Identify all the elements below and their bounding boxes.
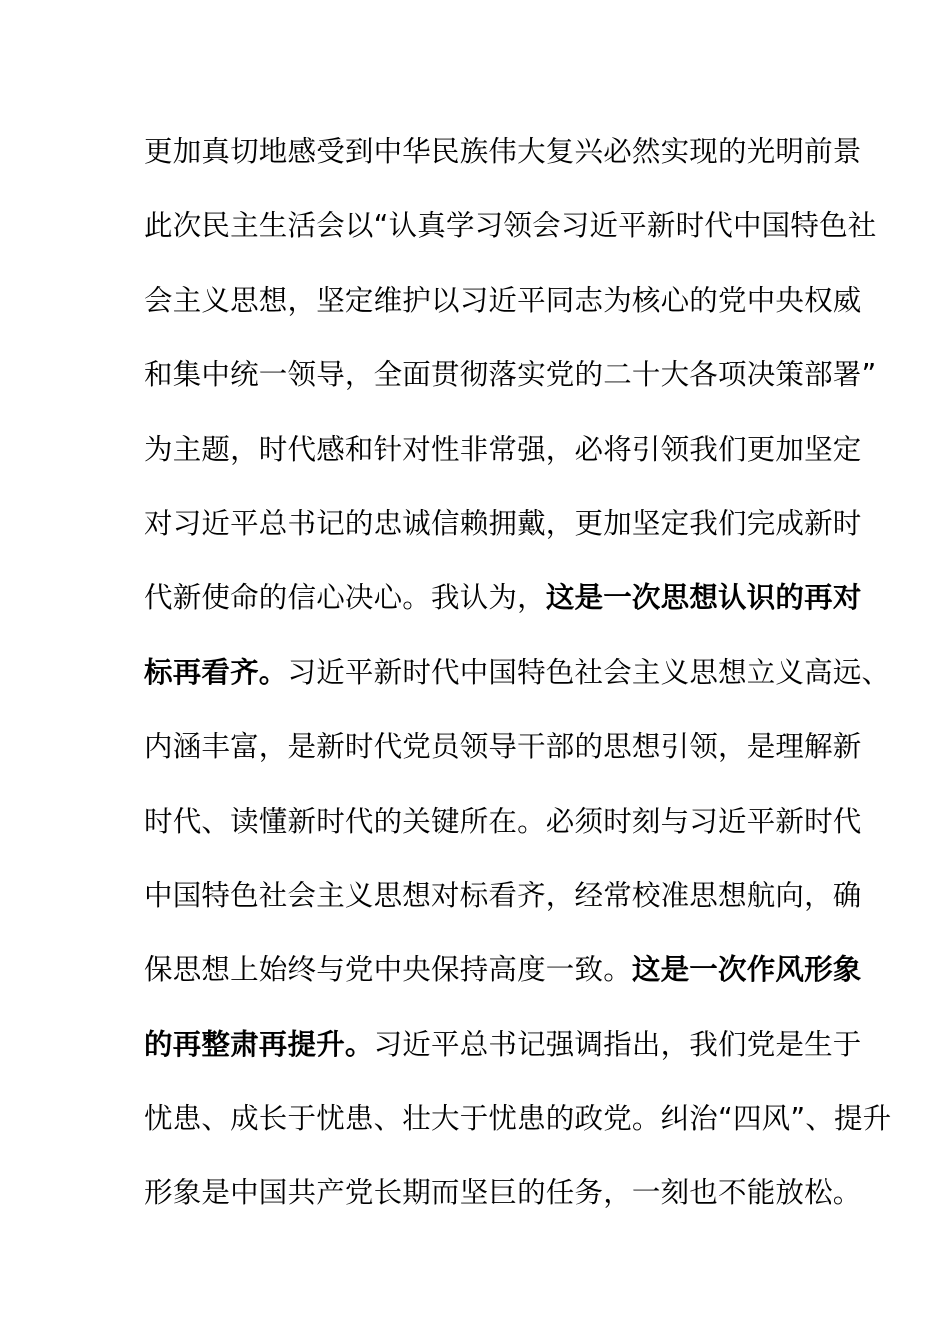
text-line bbox=[144, 870, 864, 944]
text-line bbox=[144, 126, 864, 200]
text-line bbox=[144, 1019, 864, 1093]
text-segment: 更加真切地感受到中华民族伟大复兴必然实现的光明前景 bbox=[144, 135, 862, 168]
text-segment: 和集中统一领导，全面贯彻落实党的二十大各项决策部署” bbox=[144, 358, 877, 392]
text-segment: 代新使命的信心决心。我认为， bbox=[144, 581, 546, 615]
bold-text-segment: 这是一次作风形象 bbox=[631, 953, 862, 987]
text-line bbox=[144, 200, 877, 274]
body-text bbox=[144, 126, 892, 1242]
text-segment: 时代、读懂新时代的关键所在。必须时刻与习近平新时代 bbox=[144, 804, 862, 838]
text-line bbox=[144, 349, 877, 423]
text-line bbox=[144, 1167, 864, 1241]
text-segment: 会主义思想，坚定维护以习近平同志为核心的党中央权威 bbox=[144, 283, 862, 317]
text-segment: 习近平新时代中国特色社会主义思想立义高远、 bbox=[287, 655, 891, 689]
text-line bbox=[144, 944, 864, 1018]
text-segment: 保思想上始终与党中央保持高度一致。 bbox=[144, 953, 632, 987]
text-line bbox=[144, 647, 891, 721]
text-segment: 形象是中国共产党长期而坚巨的任务，一刻也不能放松。 bbox=[144, 1176, 862, 1210]
text-segment: 习近平总书记强调指出，我们党是生于 bbox=[373, 1027, 862, 1061]
text-segment: 内涵丰富，是新时代党员领导干部的思想引领，是理解新 bbox=[144, 730, 862, 764]
text-line bbox=[144, 796, 864, 870]
bold-text-segment: 这是一次思想认识的再对 bbox=[545, 581, 862, 615]
text-line bbox=[144, 275, 864, 349]
text-line bbox=[144, 424, 864, 498]
bold-text-segment: 的再整肃再提升。 bbox=[144, 1027, 374, 1061]
text-line bbox=[144, 498, 864, 572]
text-segment: 忧患、成长于忧患、壮大于忧患的政党。纠治“四风”、提升 bbox=[144, 1102, 892, 1136]
text-line bbox=[144, 1093, 892, 1167]
text-segment: 为主题，时代感和针对性非常强，必将引领我们更加坚定 bbox=[144, 432, 862, 466]
text-line bbox=[144, 721, 864, 795]
text-segment: 中国特色社会主义思想对标看齐，经常校准思想航向，确 bbox=[144, 878, 862, 912]
text-segment: 此次民主生活会以“认真学习领会习近平新时代中国特色社 bbox=[144, 209, 877, 243]
bold-text-segment: 标再看齐。 bbox=[144, 655, 288, 689]
text-line bbox=[144, 572, 864, 646]
text-segment: 对习近平总书记的忠诚信赖拥戴，更加坚定我们完成新时 bbox=[144, 506, 862, 540]
